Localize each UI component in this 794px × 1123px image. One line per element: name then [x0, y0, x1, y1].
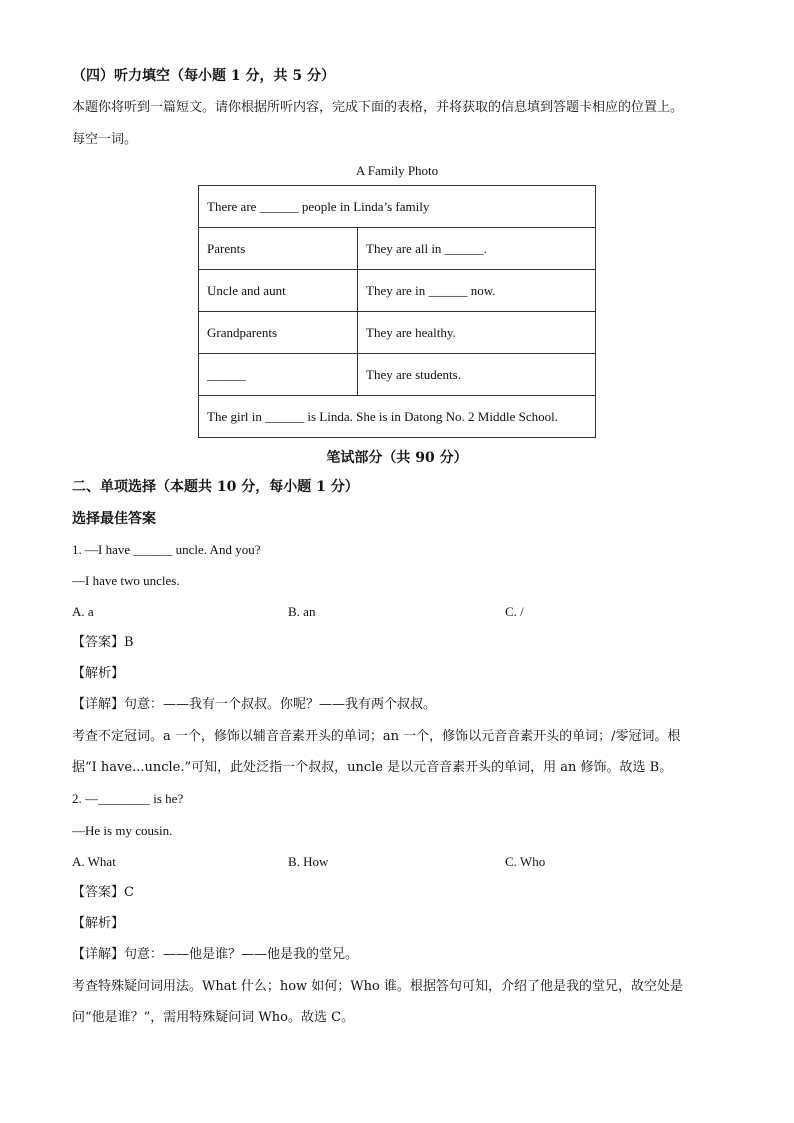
table-cell-label: Parents: [199, 228, 358, 270]
q2-reply: —He is my cousin.: [72, 823, 173, 838]
section-2-subheading: 选择最佳答案: [72, 511, 156, 527]
q1-explain-line-1: 考查不定冠词。a 一个，修饰以辅音音素开头的单词；an 一个，修饰以元音音素开头的单词；/零冠词。根: [72, 729, 681, 744]
q1-reply: —I have two uncles.: [72, 573, 180, 588]
table-cell-label: Uncle and aunt: [199, 270, 358, 312]
q1-explain-line-2: 据“I have...uncle.”可知，此处泛指一个叔叔，uncle 是以元音音素开头的单词，用 an 修饰。故选 B。: [72, 760, 673, 775]
q1-option-b: B. an: [288, 604, 316, 619]
table-row: [199, 396, 596, 438]
q2-stem: 2. —________ is he?: [72, 791, 184, 806]
table-cell-label: Grandparents: [199, 312, 358, 354]
table-row: [199, 228, 596, 270]
q2-option-c: C. Who: [505, 854, 546, 869]
q1-analysis-label: 【解析】: [72, 666, 125, 681]
instruction-line-2: 每空一词。: [72, 132, 138, 147]
table-cell-girl: The girl in ______ is Linda. She is in Datong No. 2 Middle School.: [199, 396, 596, 438]
table-cell-value: They are all in ______.: [358, 228, 596, 270]
q1-option-a: A. a: [72, 604, 94, 619]
table-row: [199, 186, 596, 228]
q2-answer: 【答案】C: [72, 885, 134, 900]
q2-option-a: A. What: [72, 854, 116, 869]
q2-explain-line-2: 问“他是谁？”，需用特殊疑问词 Who。故选 C。: [72, 1010, 355, 1025]
written-part-title: 笔试部分（共 90 分）: [326, 450, 468, 466]
table-title: A Family Photo: [355, 163, 439, 178]
q2-detail: 【详解】句意：——他是谁？——他是我的堂兄。: [72, 947, 359, 962]
q1-option-c: C. /: [505, 604, 524, 619]
family-photo-table: [198, 185, 596, 438]
q1-answer: 【答案】B: [72, 635, 134, 650]
section-2-heading: 二、单项选择（本题共 10 分，每小题 1 分）: [72, 479, 359, 495]
table-cell-value: They are students.: [358, 354, 596, 396]
table-row: [199, 312, 596, 354]
q2-analysis-label: 【解析】: [72, 916, 125, 931]
table-cell-people: There are ______ people in Linda’s family: [199, 186, 596, 228]
table-cell-label: ______: [199, 354, 358, 396]
q1-detail: 【详解】句意：——我有一个叔叔。你呢？——我有两个叔叔。: [72, 697, 437, 712]
table-cell-value: They are in ______ now.: [358, 270, 596, 312]
q1-stem: 1. —I have ______ uncle. And you?: [72, 542, 261, 557]
instruction-line-1: 本题你将听到一篇短文。请你根据所听内容，完成下面的表格，并将获取的信息填到答题卡相应的位置上。: [72, 100, 684, 115]
q2-explain-line-1: 考查特殊疑问词用法。What 什么；how 如何；Who 谁。根据答句可知，介绍了他是我的堂兄，故空处是: [72, 979, 683, 994]
table-row: [199, 270, 596, 312]
table-row: [199, 354, 596, 396]
listening-heading: （四）听力填空（每小题 1 分，共 5 分）: [72, 68, 335, 84]
q2-option-b: B. How: [288, 854, 329, 869]
table-cell-value: They are healthy.: [358, 312, 596, 354]
